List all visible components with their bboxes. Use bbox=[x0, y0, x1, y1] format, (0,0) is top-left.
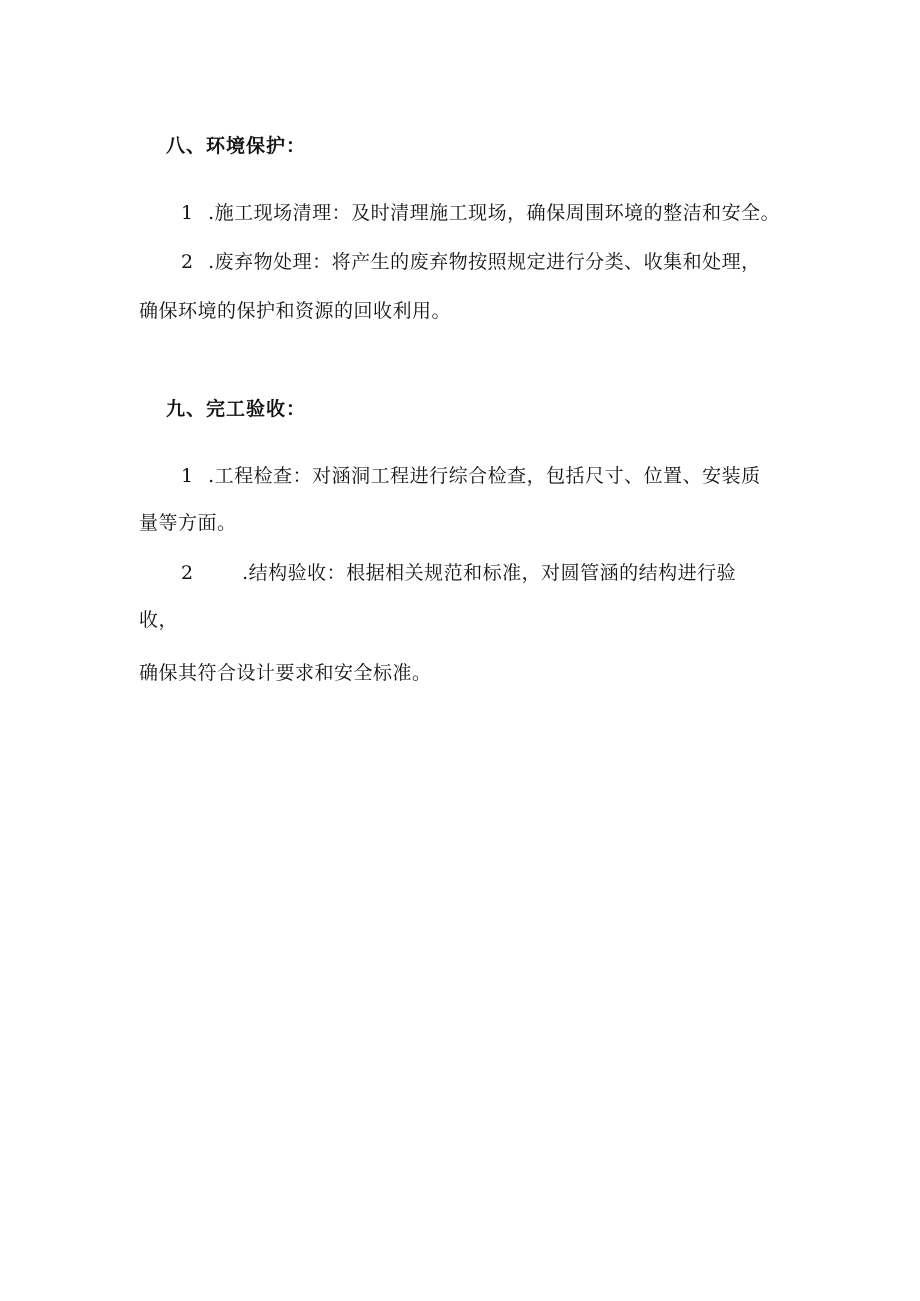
section-heading-environmental-protection: 八、环境保护： bbox=[166, 135, 307, 157]
item-text: .工程检查：对涵洞工程进行综合检查，包括尺寸、位置、安装质 bbox=[208, 465, 761, 487]
item-number: 1 bbox=[181, 465, 194, 487]
list-item bbox=[181, 250, 761, 274]
item-number: 2 bbox=[181, 562, 194, 584]
item-text: .结构验收：根据相关规范和标准，对圆管涵的结构进行验 bbox=[242, 562, 737, 584]
item-text-continuation: 量等方面。 bbox=[139, 512, 237, 534]
list-item bbox=[181, 201, 780, 225]
item-number: 2 bbox=[181, 251, 194, 273]
item-text-continuation: 确保环境的保护和资源的回收利用。 bbox=[139, 300, 452, 322]
section-heading-completion-acceptance: 九、完工验收： bbox=[166, 398, 307, 420]
item-text: .废弃物处理：将产生的废弃物按照规定进行分类、收集和处理， bbox=[208, 251, 761, 273]
item-text-continuation: 确保其符合设计要求和安全标准。 bbox=[139, 662, 432, 684]
list-item bbox=[181, 561, 736, 585]
list-item bbox=[181, 464, 761, 488]
item-text-continuation: 收， bbox=[139, 609, 179, 631]
item-number: 1 bbox=[181, 202, 194, 224]
item-text: .施工现场清理：及时清理施工现场，确保周围环境的整洁和安全。 bbox=[208, 202, 781, 224]
